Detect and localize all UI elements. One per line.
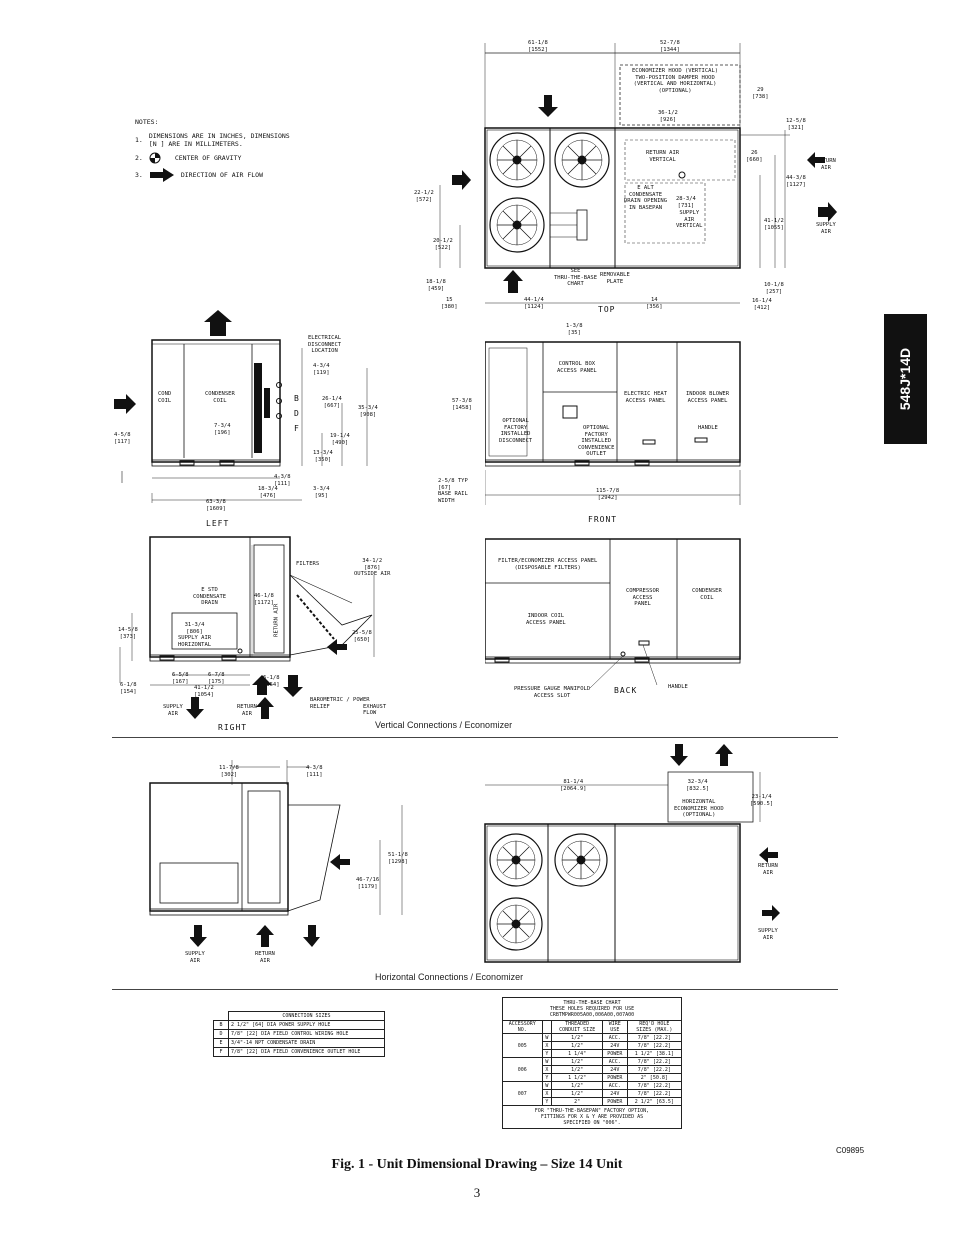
return-air-horizontal-label: RETURN AIR <box>273 603 280 637</box>
column-header: REQ'D HOLE SIZES (MAX.) <box>627 1021 681 1034</box>
top-dim-6: 26 [660] <box>746 150 763 163</box>
table-row <box>214 1048 385 1057</box>
right-supply-air-label: SUPPLY AIR <box>163 704 183 717</box>
compressor-label: COMPRESSOR ACCESS PANEL <box>626 588 660 607</box>
left-dim-j: 3-3/4 [95] <box>313 486 330 499</box>
front-handle-label: HANDLE <box>698 425 718 431</box>
table-row <box>503 1058 682 1066</box>
table-cell: 2" [50.8] <box>627 1074 681 1082</box>
connection-desc: 3/4"-14 NPT CONDENSATE DRAIN <box>229 1039 385 1048</box>
back-view-label: BACK <box>614 686 638 695</box>
left-view-label: LEFT <box>206 519 230 528</box>
left-dim-a: 4-3/4 [119] <box>313 363 330 376</box>
back-handle-label: HANDLE <box>668 684 688 690</box>
left-letter-b: B <box>294 394 299 403</box>
up-arrow-icon <box>204 310 232 336</box>
note-2-text: CENTER OF GRAVITY <box>174 154 242 162</box>
note-2 <box>135 152 290 164</box>
table-cell: 7/8" [22.2] <box>627 1082 681 1090</box>
model-side-tab-label: 548J*14D <box>897 347 914 411</box>
right-dim-a: 46-1/8 [1172] <box>254 593 274 606</box>
alt-drain-label: E ALT CONDENSATE DRAIN OPENING IN BASEPAN <box>624 185 668 211</box>
up-arrow-icon <box>256 697 274 719</box>
down-arrow-icon <box>190 925 207 947</box>
electrical-disconnect-label: ELECTRICAL DISCONNECT LOCATION <box>308 335 342 354</box>
table-cell: Y <box>542 1050 552 1058</box>
table-cell: 7/8" [22.2] <box>627 1058 681 1066</box>
thru-base-title: THRU-THE-BASE CHART THESE HOLES REQUIRED FOR USE CRBTMPWR005A00,006A00,007A00 <box>503 998 682 1021</box>
table-cell: 24V <box>602 1042 627 1050</box>
horiz-side-dim-c: 51-1/8 [1298] <box>388 852 408 865</box>
left-dim-k: 63-3/8 [1609] <box>206 499 226 512</box>
table-cell: 1 1/2" [38.1] <box>627 1050 681 1058</box>
table-cell: POWER <box>602 1074 627 1082</box>
left-arrow-icon <box>759 847 778 863</box>
removable-plate-label: REMOVABLE PLATE <box>600 272 630 285</box>
table-cell: ACC. <box>602 1082 627 1090</box>
connection-key: D <box>214 1030 229 1039</box>
model-side-tab <box>884 314 927 444</box>
indoor-coil-label: INDOOR COIL ACCESS PANEL <box>526 613 566 626</box>
left-letter-f: F <box>294 424 299 433</box>
down-arrow-icon <box>303 925 320 947</box>
left-dim-f: 7-3/4 [196] <box>214 423 231 436</box>
table-cell: POWER <box>602 1098 627 1106</box>
left-view-drawing <box>112 308 392 533</box>
front-dim-a: 1-3/8 [35] <box>566 323 583 336</box>
table-row <box>214 1021 385 1030</box>
accessory-no: 007 <box>503 1082 543 1106</box>
control-box-label: CONTROL BOX ACCESS PANEL <box>557 361 597 374</box>
table-cell: 1/2" <box>552 1058 603 1066</box>
top-view-label: TOP <box>598 305 616 314</box>
table-cell: 7/8" [22.2] <box>627 1034 681 1042</box>
right-dim-e: 6-5/8 [167] <box>172 672 189 685</box>
column-header: WIRE USE <box>602 1021 627 1034</box>
connection-key: B <box>214 1021 229 1030</box>
left-cond-coil-label: COND COIL <box>158 391 172 404</box>
top-dim-13: 15 [380] <box>441 297 458 310</box>
indoor-blower-label: INDOOR BLOWER ACCESS PANEL <box>686 391 730 404</box>
note-3 <box>135 168 290 182</box>
right-dim-g: 41-1/2 [1054] <box>194 685 214 698</box>
down-arrow-icon <box>283 675 303 697</box>
top-dim-16: 10-1/8 [257] <box>764 282 784 295</box>
top-dim-18: 29 [738] <box>752 87 769 100</box>
notes-block <box>135 118 290 186</box>
right-return-air-label: RETURN AIR <box>237 704 257 717</box>
vertical-connections-caption: Vertical Connections / Economizer <box>375 720 513 730</box>
top-dim-10: 41-1/2 [1055] <box>764 218 784 231</box>
right-dim-c: 14-5/8 [373] <box>118 627 138 640</box>
left-condenser-coil-label: CONDENSER COIL <box>205 391 235 404</box>
thru-base-footnote: FOR "THRU-THE-BASEPAN" FACTORY OPTION, FITTINGS FOR X & Y ARE PROVIDED AS SPECIFIED ON "006". <box>503 1106 682 1129</box>
right-arrow-icon <box>762 905 780 921</box>
right-view-label: RIGHT <box>218 723 248 732</box>
table-cell: 7/8" [22.2] <box>627 1042 681 1050</box>
left-dim-g: 4-5/8 [117] <box>114 432 131 445</box>
top-dim-11: 20-1/2 [522] <box>433 238 453 251</box>
opt-disconnect-label: OPTIONAL FACTORY INSTALLED DISCONNECT <box>499 418 533 444</box>
top-dim-4: 36-1/2 [926] <box>658 110 678 123</box>
note-1 <box>135 132 290 148</box>
table-cell: Y <box>542 1074 552 1082</box>
note-1-text: DIMENSIONS ARE IN INCHES, DIMENSIONS [N ] ARE IN MILLIMETERS. <box>148 132 290 148</box>
table-cell: 1/2" <box>552 1082 603 1090</box>
horiz-side-dim-d: 46-7/16 [1179] <box>356 877 380 890</box>
top-dim-8: 28-3/4 [731] <box>676 196 696 209</box>
top-supply-air-label: SUPPLY AIR <box>816 222 836 235</box>
horizontal-connections-caption: Horizontal Connections / Economizer <box>375 972 524 982</box>
table-cell: ACC. <box>602 1034 627 1042</box>
horiz-top-dim-c: 23-1/4 [590.5] <box>750 794 774 807</box>
horiz-top-return-label: RETURN AIR <box>758 863 778 876</box>
supply-air-vertical-label: SUPPLY AIR VERTICAL <box>676 210 703 229</box>
right-dim-b: 25-5/8 [650] <box>352 630 372 643</box>
horizontal-hood-label: HORIZONTAL ECONOMIZER HOOD (OPTIONAL) <box>674 799 724 818</box>
table-row <box>214 1030 385 1039</box>
table-cell: 1/2" <box>552 1034 603 1042</box>
front-dim-b: 57-3/8 [1458] <box>452 398 472 411</box>
figure-code: C09895 <box>836 1146 865 1155</box>
table-cell: 2 1/2" [63.5] <box>627 1098 681 1106</box>
see-chart-label: SEE THRU-THE-BASE CHART <box>554 268 598 287</box>
top-dim-9: 44-3/8 [1127] <box>786 175 806 188</box>
table-cell: 1 1/4" <box>552 1050 603 1058</box>
table-cell: 1/2" <box>552 1066 603 1074</box>
std-drain-label: E STD CONDENSATE DRAIN <box>193 587 227 606</box>
outside-air-label: 34-1/2 [876] OUTSIDE AIR <box>354 558 391 577</box>
front-view-label: FRONT <box>588 515 618 524</box>
table-cell: X <box>542 1042 552 1050</box>
connection-key: F <box>214 1048 229 1057</box>
section-divider-2 <box>112 989 838 990</box>
connection-sizes-title: CONNECTION SIZES <box>229 1012 385 1021</box>
accessory-no: 005 <box>503 1034 543 1058</box>
horiz-side-return-label: RETURN AIR <box>255 951 275 964</box>
note-1-num: 1. <box>135 136 143 144</box>
left-dim-d: 19-1/4 [490] <box>330 433 350 446</box>
left-arrow-icon <box>330 854 350 870</box>
table-cell: 1/2" <box>552 1090 603 1098</box>
top-return-air-label: RETURN AIR <box>816 158 836 171</box>
table-cell: 7/8" [22.2] <box>627 1066 681 1074</box>
filters-label: FILTERS <box>296 561 320 567</box>
table-cell: W <box>542 1034 552 1042</box>
right-arrow-icon <box>818 202 837 222</box>
left-letter-d: D <box>294 409 299 418</box>
horiz-side-supply-label: SUPPLY AIR <box>185 951 205 964</box>
right-arrow-icon <box>452 170 471 190</box>
connection-key: E <box>214 1039 229 1048</box>
table-cell: 24V <box>602 1090 627 1098</box>
up-arrow-icon <box>503 270 523 293</box>
accessory-no: 006 <box>503 1058 543 1082</box>
column-header: ACCESSORY NO. <box>503 1021 543 1034</box>
right-dim-h: 6-1/8 [154] <box>263 675 280 688</box>
table-row <box>214 1039 385 1048</box>
horizontal-side-flow-arrows <box>190 925 320 949</box>
column-header: THREADED CONDUIT SIZE <box>552 1021 603 1034</box>
horiz-top-supply-label: SUPPLY AIR <box>758 928 778 941</box>
table-cell: W <box>542 1082 552 1090</box>
table-cell: 24V <box>602 1066 627 1074</box>
figure-caption: Fig. 1 - Unit Dimensional Drawing – Size 14 Unit <box>331 1157 623 1172</box>
note-3-text: DIRECTION OF AIR FLOW <box>180 171 264 179</box>
left-dim-h: 4-3/8 [111] <box>274 474 291 487</box>
table-cell: 1 1/2" <box>552 1074 603 1082</box>
table-row <box>503 1034 682 1042</box>
opt-outlet-label: OPTIONAL FACTORY INSTALLED CONVENIENCE OUTLET <box>578 425 615 457</box>
table-cell: X <box>542 1090 552 1098</box>
right-arrow-icon <box>114 394 136 414</box>
top-dim-12: 18-1/8 [459] <box>426 279 446 292</box>
table-cell: W <box>542 1058 552 1066</box>
air-flow-arrow-icon <box>149 168 175 182</box>
horiz-top-dim-b: 32-3/4 [832.5] <box>686 779 710 792</box>
up-arrow-icon <box>256 925 274 947</box>
table-cell: POWER <box>602 1050 627 1058</box>
connection-desc: 7/8" [22] DIA FIELD CONTROL WIRING HOLE <box>229 1030 385 1039</box>
pressure-gauge-label: PRESSURE GAUGE MANIFOLD ACCESS SLOT <box>514 686 591 699</box>
left-dim-b: 26-1/4 [667] <box>322 396 342 409</box>
top-dim-5: 12-5/8 [321] <box>786 118 806 131</box>
table-cell: X <box>542 1066 552 1074</box>
top-dim-1: 61-1/8 [1552] <box>528 40 548 53</box>
table-cell: ACC. <box>602 1058 627 1066</box>
supply-horizontal-label: 31-3/4 [806] SUPPLY AIR HORIZONTAL <box>178 622 212 648</box>
note-2-num: 2. <box>135 154 143 162</box>
center-of-gravity-icon <box>149 152 161 164</box>
horiz-side-dim-b: 4-3/8 [111] <box>306 765 323 778</box>
top-dim-17: 16-1/4 [412] <box>752 298 772 311</box>
column-header <box>542 1021 552 1034</box>
connection-sizes-table <box>213 1011 385 1057</box>
right-dim-f: 6-7/8 [175] <box>208 672 225 685</box>
up-arrow-icon <box>715 744 733 766</box>
table-cell: Y <box>542 1098 552 1106</box>
top-dim-15: 14 [356] <box>646 297 663 310</box>
table-cell: 7/8" [22.2] <box>627 1090 681 1098</box>
section-divider <box>112 737 838 738</box>
table-header-row <box>503 1021 682 1034</box>
return-air-vertical-label: RETURN AIR VERTICAL <box>646 150 680 163</box>
table-cell: 2" <box>552 1098 603 1106</box>
left-dim-i: 18-3/4 [476] <box>258 486 278 499</box>
hood-label: ECONOMIZER HOOD (VERTICAL) TWO-POSITION DAMPER HOOD (VERTICAL AND HORIZONTAL) (OPTIONAL) <box>632 68 719 94</box>
top-dim-7: 22-1/2 [572] <box>414 190 434 203</box>
electric-heat-label: ELECTRIC HEAT ACCESS PANEL <box>624 391 668 404</box>
filter-panel-label: FILTER/ECONOMIZER ACCESS PANEL (DISPOSABLE FILTERS) <box>498 558 598 571</box>
right-dim-d: 6-1/8 [154] <box>120 682 137 695</box>
front-dim-c: 2-5/8 TYP [67] BASE RAIL WIDTH <box>438 478 468 504</box>
top-dim-14: 44-1/4 [1124] <box>524 297 544 310</box>
notes-heading: NOTES: <box>135 118 159 126</box>
connection-desc: 2 1/2" [64] DIA POWER SUPPLY HOLE <box>229 1021 385 1030</box>
down-arrow-icon <box>670 744 688 766</box>
down-arrow-icon <box>538 95 558 117</box>
down-arrow-icon <box>186 697 204 719</box>
thru-the-base-chart <box>502 997 682 1129</box>
left-dim-c: 35-3/4 [908] <box>358 405 378 418</box>
horiz-side-dim-a: 11-7/8 [302] <box>219 765 239 778</box>
page-number: 3 <box>473 1185 481 1200</box>
top-dim-2: 52-7/8 [1344] <box>660 40 680 53</box>
note-3-num: 3. <box>135 171 143 179</box>
baro-label: BAROMETRIC / POWER RELIEF EXHAUST FLOW <box>310 697 387 716</box>
connection-desc: 7/8" [22] DIA FIELD CONVENIENCE OUTLET HOLE <box>229 1048 385 1057</box>
table-cell: 1/2" <box>552 1042 603 1050</box>
back-condenser-label: CONDENSER COIL <box>692 588 722 601</box>
left-dim-e: 13-3/4 [350] <box>313 450 333 463</box>
table-row <box>503 1082 682 1090</box>
front-dim-d: 115-7/8 [2942] <box>596 488 620 501</box>
horiz-top-dim-a: 81-1/4 [2064.9] <box>560 779 587 792</box>
